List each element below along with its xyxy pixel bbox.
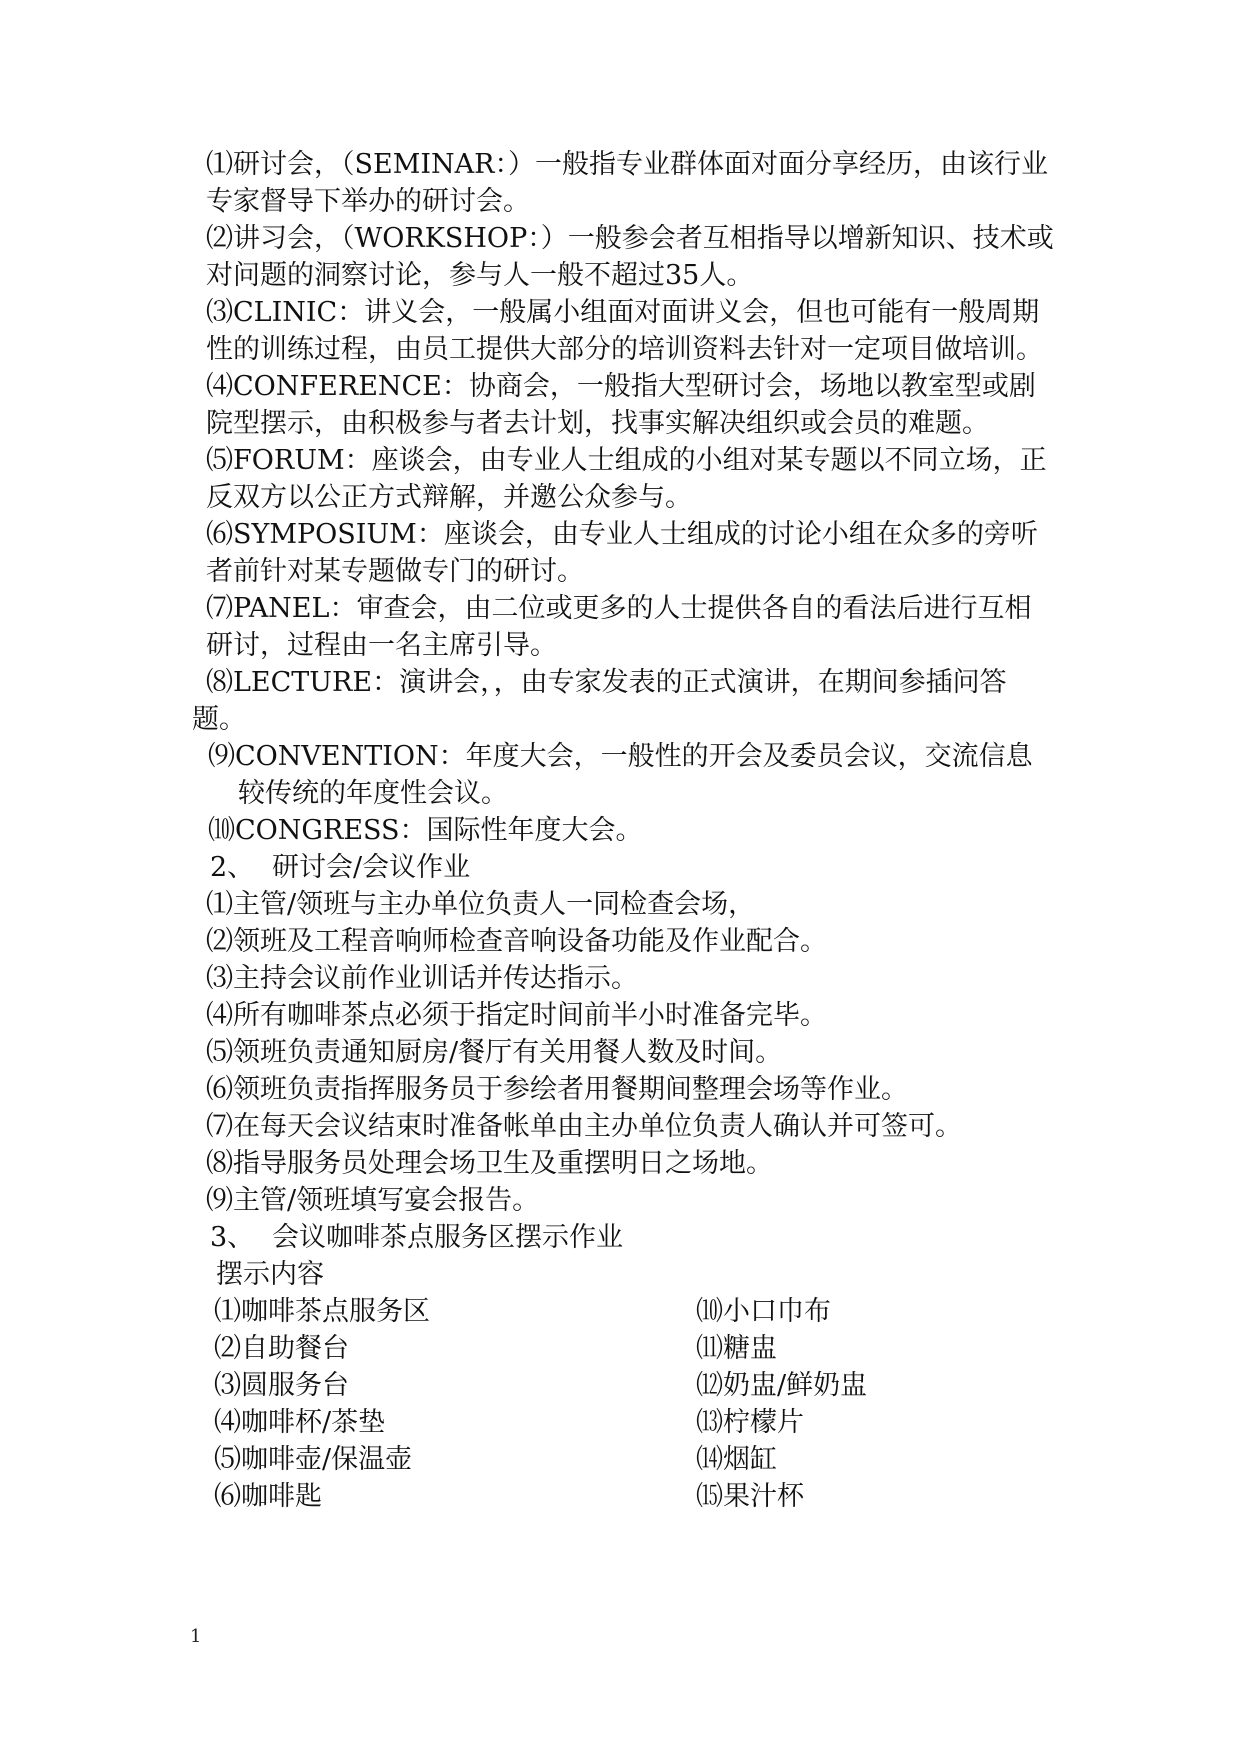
- section-2-item: ⑴主管/领班与主办单位负责人一同检查会场，: [206, 889, 756, 920]
- setup-item: ⒂果汁杯: [696, 1481, 804, 1512]
- page-number: 1: [190, 1626, 202, 1647]
- setup-item: ⒀柠檬片: [696, 1407, 804, 1438]
- section-2-item: ⑶主持会议前作业训话并传达指示。: [206, 963, 638, 994]
- setup-item: ⒁烟缸: [696, 1444, 777, 1475]
- section-2-item: ⑹领班负责指挥服务员于参绘者用餐期间整理会场等作业。: [206, 1074, 908, 1105]
- paragraph-congress: ⑽CONGRESS：国际性年度大会。: [208, 815, 643, 846]
- section-2-item: ⑻指导服务员处理会场卫生及重摆明日之场地。: [206, 1148, 773, 1179]
- section-2-title: 研讨会/会议作业: [272, 852, 471, 883]
- setup-item: ⑸咖啡壶/保温壶: [214, 1444, 413, 1475]
- setup-items-list: [214, 1293, 1056, 1515]
- section-3-number: 3、: [210, 1222, 255, 1253]
- setup-item: ⑽小口巾布: [696, 1296, 831, 1327]
- setup-item: ⑿奶盅/鲜奶盅: [696, 1370, 868, 1401]
- paragraph-convention: ⑼CONVENTION：年度大会，一般性的开会及委员会议，交流信息较传统的年度性会议。: [208, 741, 1033, 809]
- paragraph-panel: ⑺PANEL：审查会，由二位或更多的人士提供各自的看法后进行互相研讨，过程由一名主席引导。: [206, 593, 1032, 661]
- paragraph-conference: ⑷CONFERENCE：协商会，一般指大型研讨会，场地以教室型或剧院型摆示，由积极参与者去计划，找事实解决组织或会员的难题。: [206, 371, 1036, 439]
- paragraph-clinic: ⑶CLINIC：讲义会，一般属小组面对面讲义会，但也可能有一般周期性的训练过程，由员工提供大部分的培训资料去针对一定项目做培训。: [206, 297, 1043, 365]
- section-3-subtitle: 摆示内容: [216, 1259, 324, 1290]
- section-2-item: ⑵领班及工程音响师检查音响设备功能及作业配合。: [206, 926, 827, 957]
- setup-item: ⑹咖啡匙: [214, 1481, 322, 1512]
- paragraph-forum: ⑸FORUM：座谈会，由专业人士组成的小组对某专题以不同立场，正反双方以公正方式辩解，并邀公众参与。: [206, 445, 1047, 513]
- section-3-heading: [210, 1219, 1056, 1256]
- document-body: [192, 146, 1056, 1515]
- section-2-item: ⑼主管/领班填写宴会报告。: [206, 1185, 540, 1216]
- setup-item: ⑵自助餐台: [214, 1333, 349, 1364]
- paragraph-lecture: ⑻LECTURE：演讲会，，由专家发表的正式演讲，在期间参插问答题。: [192, 667, 1007, 735]
- section-2-item: ⑷所有咖啡茶点必须于指定时间前半小时准备完毕。: [206, 1000, 827, 1031]
- setup-item: ⑴咖啡茶点服务区: [214, 1296, 430, 1327]
- paragraph-seminar: ⑴研讨会，（SEMINAR：）一般指专业群体面对面分享经历，由该行业专家督导下举办的研讨会。: [206, 149, 1048, 217]
- section-2-number: 2、: [210, 852, 255, 883]
- paragraph-symposium: ⑹SYMPOSIUM：座谈会，由专业人士组成的讨论小组在众多的旁听者前针对某专题做专门的研讨。: [206, 519, 1038, 587]
- section-2-item: ⑺在每天会议结束时准备帐单由主办单位负责人确认并可签可。: [206, 1111, 962, 1142]
- section-2-item: ⑸领班负责通知厨房/餐厅有关用餐人数及时间。: [206, 1037, 783, 1068]
- paragraph-workshop: ⑵讲习会，（WORKSHOP：）一般参会者互相指导以增新知识、技术或对问题的洞察讨论，参与人一般不超过35人。: [206, 223, 1054, 291]
- section-2-heading: [210, 849, 1056, 886]
- setup-item: ⑾糖盅: [696, 1333, 777, 1364]
- setup-item: ⑶圆服务台: [214, 1370, 349, 1401]
- setup-item: ⑷咖啡杯/茶垫: [214, 1407, 386, 1438]
- section-3-title: 会议咖啡茶点服务区摆示作业: [272, 1222, 623, 1253]
